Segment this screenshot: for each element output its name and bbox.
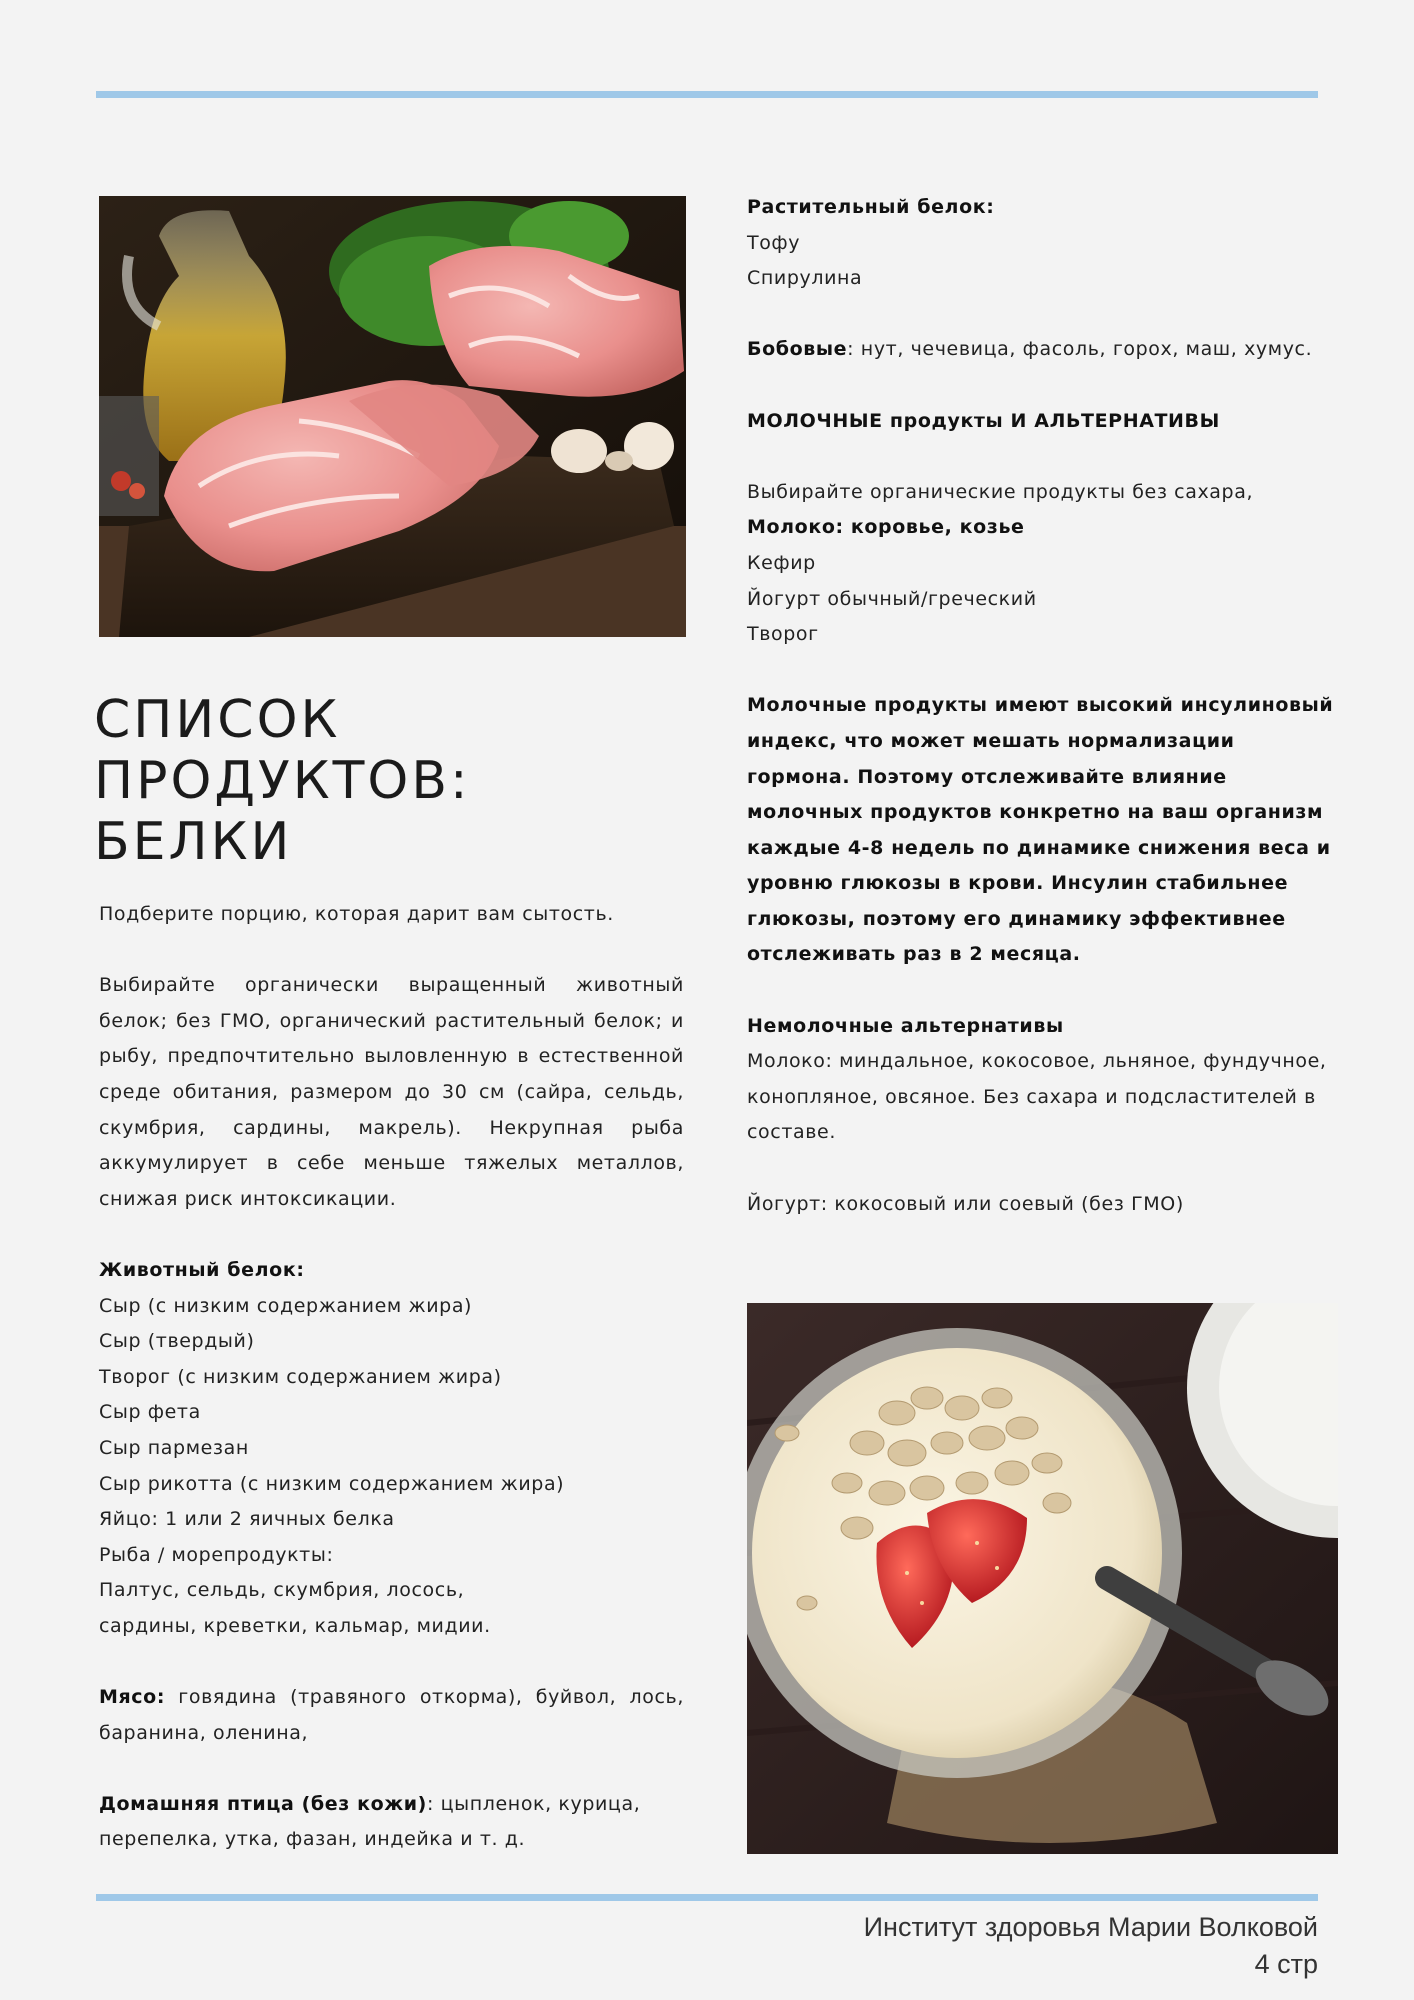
yogurt-photo [747,1303,1338,1854]
meat-label: Мясо: [99,1686,166,1709]
list-item: Творог (с низким содержанием жира) [99,1365,502,1388]
title-line-3: БЕЛКИ [94,812,293,872]
list-item: Спирулина [747,267,863,290]
left-column [99,897,684,1858]
bottom-divider [96,1894,1318,1901]
list-item: Рыба / морепродукты: [99,1543,334,1566]
list-item: сардины, креветки, кальмар, мидии. [99,1614,491,1637]
poultry-label: Домашняя птица (без кожи) [99,1792,427,1815]
list-item: Палтус, сельдь, скумбрия, лосось, [99,1579,465,1602]
poultry-text: : цыпленок, курица, перепелка, утка, фазан, индейка и т. д. [99,1792,641,1851]
page-title [94,690,694,873]
beans-paragraph [747,332,1337,368]
beans-label: Бобовые [747,338,848,361]
right-column [747,190,1337,1222]
list-item: Сыр (с низким содержанием жира) [99,1294,473,1317]
meat-text: говядина (травяного откорма), буйвол, лось, баранина, оленина, [99,1686,684,1744]
list-item: Кефир [747,551,816,574]
portion-intro: Подберите порцию, которая дарит вам сытость. [99,903,614,925]
nondairy-heading: Немолочные альтернативы [747,1014,1064,1037]
list-item: Яйцо: 1 или 2 яичных белка [99,1508,395,1531]
dairy-warning: Молочные продукты имеют высокий инсулиновый индекс, что может мешать нормализации гормона. Поэтому отслеживайте влияние молочных продуктов конкретно на ваш организм каждые 4-8 недель по динамике снижения веса и уровню глюкозы в крови. Инсулин стабильнее глюкозы, поэтому его динамику эффективнее отслеживать раз в 2 месяца. [747,694,1334,966]
list-item: Сыр пармезан [99,1436,249,1459]
title-line-2: ПРОДУКТОВ: [94,751,471,811]
nondairy-yogurt: Йогурт: кокосовый или соевый (без ГМО) [747,1192,1184,1215]
dairy-intro: Выбирайте органические продукты без сахара, [747,480,1254,503]
page-number: 4 стр [1254,1949,1318,1979]
meat-photo [99,196,686,637]
list-item: Сыр фета [99,1401,201,1424]
dairy-milk: Молоко: коровье, козье [747,516,1025,539]
list-item: Йогурт обычный/греческий [747,587,1037,610]
dairy-heading: МОЛОЧНЫЕ продукты И АЛЬТЕРНАТИВЫ [747,409,1220,432]
list-item: Тофу [747,231,801,254]
poultry-paragraph [99,1787,684,1858]
list-item: Творог [747,623,819,646]
meat-paragraph [99,1680,684,1751]
list-item: Сыр (твердый) [99,1330,255,1353]
list-item: Сыр рикотта (с низким содержанием жира) [99,1472,565,1495]
title-line-1: СПИСОК [94,690,341,750]
choose-paragraph: Выбирайте органически выращенный животный белок; без ГМО, органический растительный белок; и рыбу, предпочтительно выловленную в естественной среде обитания, размером до 30 см (сайра, сельдь, скумбрия, сардины, макрель). Некрупная рыба аккумулирует в себе меньше тяжелых металлов, снижая риск интоксикации. [99,974,684,1210]
plant-protein-heading: Растительный белок: [747,196,995,218]
nondairy-milk: Молоко: миндальное, кокосовое, льняное, фундучное, конопляное, овсяное. Без сахара и подсластителей в составе. [747,1050,1327,1144]
top-divider [96,91,1318,98]
footer-organization: Институт здоровья Марии Волковой [863,1912,1318,1942]
beans-text: : нут, чечевица, фасоль, горох, маш, хумус. [847,338,1313,361]
animal-protein-heading: Животный белок: [99,1258,305,1281]
